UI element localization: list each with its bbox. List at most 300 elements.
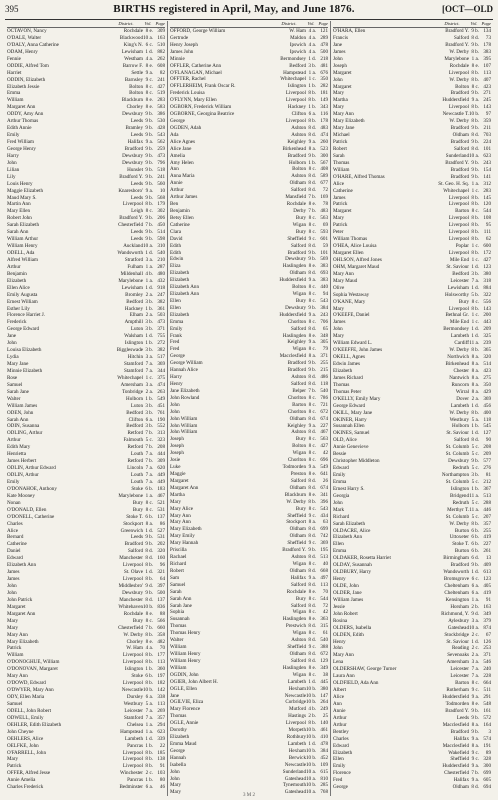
entry-volume: 10 b. <box>306 747 317 754</box>
entry-volume: 1 d. <box>471 402 479 409</box>
entry-district: Tynemouth <box>282 782 306 789</box>
entry-page: 444 <box>157 451 165 458</box>
entry-page: 371 <box>157 326 165 333</box>
entry-volume: 6 b. <box>145 513 153 520</box>
entry-district: Leeds <box>130 229 143 236</box>
entry-volume: 8 c. <box>145 90 153 97</box>
entry-page: 379 <box>483 617 491 624</box>
entry-page: 309 <box>157 28 165 34</box>
entry-name: Emily Augusta <box>7 291 38 298</box>
entry-name: Thomas Peter <box>333 388 362 395</box>
entry-page: 255 <box>320 360 328 367</box>
entry-district: Stratford <box>124 256 143 263</box>
register-entry <box>7 722 165 729</box>
entry-district: Hastings <box>288 713 306 720</box>
entry-name: Luke <box>170 464 181 471</box>
entry-volume: 8 c. <box>308 214 316 221</box>
entry-page: 178 <box>320 117 328 124</box>
entry-name: Mary Ann <box>333 270 354 277</box>
entry-volume: 9 c. <box>308 235 316 242</box>
entry-name: Elizabeth Ann <box>170 291 199 298</box>
entry-page: 137 <box>157 513 165 520</box>
entry-page: 544 <box>483 208 491 215</box>
entry-district: Bury <box>132 617 143 624</box>
entry-page: 693 <box>320 270 328 277</box>
entry-name: Catherine <box>333 187 353 194</box>
entry-district: Rochdale <box>123 28 143 34</box>
register-entry <box>170 485 328 492</box>
entry-district: Leicester <box>450 666 469 673</box>
entry-district: Rochdale <box>286 588 306 595</box>
register-entry <box>7 680 165 687</box>
entry-name: Emily <box>170 325 183 332</box>
entry-volume: 10 b. <box>306 761 317 768</box>
entry-volume: 9 b. <box>145 132 153 139</box>
entry-district: Prestwich <box>285 623 306 630</box>
entry-volume: 8 b. <box>308 498 316 505</box>
entry-name: George <box>170 747 185 754</box>
entry-name: Sarah Jane <box>170 602 192 609</box>
entry-district: Belper <box>292 387 306 394</box>
register-entry <box>170 402 328 409</box>
entry-volume: 2 c. <box>145 770 153 777</box>
entry-name: John William <box>170 429 198 436</box>
entry-page: 208 <box>483 444 491 451</box>
entry-name: John Cheyne <box>7 728 34 735</box>
register-entry <box>333 222 491 229</box>
entry-volume: 9 a. <box>308 339 316 346</box>
entry-name: Daniel <box>7 548 21 555</box>
register-entry <box>7 382 165 389</box>
entry-district: Oldham <box>289 484 306 491</box>
entry-district: Keighley <box>287 422 306 429</box>
entry-volume: 2 a. <box>145 312 153 319</box>
entry-volume: 8 d. <box>308 581 316 588</box>
entry-volume: 8 c. <box>145 506 153 513</box>
entry-volume: 5 b. <box>471 291 479 298</box>
entry-district: Burton <box>454 548 469 555</box>
entry-page: 154 <box>483 166 491 173</box>
register-entry <box>333 576 491 583</box>
register-entry <box>7 90 165 97</box>
register-entry <box>333 396 491 403</box>
entry-volume: 8 c. <box>308 401 316 408</box>
register-entry <box>333 625 491 632</box>
entry-name: Ellen Alice <box>7 284 30 291</box>
register-entry <box>333 285 491 292</box>
entry-name: William James <box>7 402 38 409</box>
entry-volume: 9 a. <box>308 311 316 318</box>
entry-volume: 1 d. <box>471 326 479 333</box>
entry-district: Bradford Y. <box>445 28 469 34</box>
entry-page: 641 <box>320 471 328 477</box>
entry-name: O'KEEFFE, John James <box>333 347 383 354</box>
register-entry <box>7 201 165 208</box>
entry-volume: 8 b. <box>145 763 153 770</box>
column-header-vol: Vol. <box>144 21 152 26</box>
entry-page: 380 <box>483 270 491 277</box>
entry-volume: 8 e. <box>308 588 316 595</box>
entry-volume: 8 b. <box>145 749 153 756</box>
entry-district: Oldham <box>289 533 306 540</box>
register-entry <box>7 195 165 202</box>
entry-name: Rachael <box>170 554 187 561</box>
register-entry <box>170 416 328 423</box>
entry-district: Bolton <box>455 83 469 90</box>
entry-volume: 9 c. <box>471 749 479 756</box>
register-entry <box>170 637 328 644</box>
entry-page: 703 <box>483 132 491 139</box>
entry-district: Leeds <box>130 180 143 187</box>
entry-volume: 4 a. <box>308 41 316 48</box>
register-entry <box>170 616 328 623</box>
entry-district: Westbury <box>449 416 469 423</box>
entry-name: William Henry <box>170 657 201 664</box>
entry-volume: 9 b. <box>145 152 153 159</box>
entry-district: Maldon <box>290 34 306 41</box>
entry-name: Alice Agnes <box>170 138 196 145</box>
entry-district: Huddersfield <box>279 311 306 318</box>
entry-name: Mary Hannah <box>170 540 199 547</box>
column-header-page: Page <box>318 21 328 26</box>
register-entry <box>170 734 328 741</box>
entry-page: 478 <box>320 740 328 747</box>
register-entry <box>170 76 328 83</box>
entry-volume: 9 b. <box>308 367 316 374</box>
entry-district: Ashton <box>291 131 306 138</box>
entry-name: Joseph <box>170 436 184 443</box>
entry-name: Anna Maria <box>170 173 195 180</box>
entry-name: George Edward <box>333 402 366 409</box>
entry-district: Gateshead <box>284 789 306 796</box>
entry-page: 161 <box>483 707 491 714</box>
entry-name: Hannah Alice <box>170 367 198 374</box>
entry-district: Merthyr T. <box>447 506 469 513</box>
entry-name: OLD, Alice <box>333 437 357 444</box>
register-entry <box>7 278 165 285</box>
entry-district: Leicester <box>124 707 143 714</box>
register-entry <box>7 306 165 313</box>
entry-district: Bethnal Gr. <box>445 312 469 319</box>
register-entry <box>333 680 491 687</box>
entry-volume: 10 a. <box>469 152 479 159</box>
entry-volume: 1 d. <box>145 527 153 534</box>
entry-name: OFFLERHEIM, Frank Oscar R. <box>170 83 236 90</box>
register-entry <box>170 35 328 42</box>
register-entry <box>333 77 491 84</box>
register-entry <box>7 125 165 132</box>
entry-district: Hitchin <box>127 354 143 361</box>
entry-volume: 5 c. <box>471 451 479 458</box>
entry-volume: 8 b. <box>471 69 479 76</box>
entry-page: 419 <box>483 534 491 541</box>
entry-volume: 9 a. <box>308 277 316 284</box>
entry-district: Lewisham <box>121 284 143 291</box>
entry-district: Clifton <box>291 111 306 118</box>
register-entry <box>7 146 165 153</box>
register-entry <box>7 174 165 181</box>
register-entry <box>7 375 165 382</box>
entry-name: Jane <box>7 333 17 340</box>
entry-page: 81 <box>485 472 491 478</box>
entry-volume: 1 a. <box>145 728 153 735</box>
register-entry <box>170 492 328 499</box>
entry-volume: 8 c. <box>471 298 479 305</box>
entry-volume: 8 c. <box>145 83 153 90</box>
entry-name: Sarah Ann <box>7 416 29 423</box>
register-entry <box>170 42 328 49</box>
entry-page: 672 <box>320 650 328 657</box>
register-entry <box>170 658 328 665</box>
entry-name: O'FARRELL, John <box>7 749 47 756</box>
entry-volume: 8 b. <box>471 305 479 312</box>
entry-name: Henry <box>333 638 346 645</box>
register-entry <box>333 28 491 35</box>
entry-district: Bedford <box>289 62 306 69</box>
entry-volume: 4 b. <box>308 706 316 713</box>
entry-volume: 8 c. <box>308 450 316 457</box>
entry-name: Ernest Harry S. <box>333 485 365 492</box>
entry-volume: 1 d. <box>471 569 479 576</box>
entry-name: Elizabeth <box>170 277 190 284</box>
entry-volume: 1 b. <box>471 423 479 430</box>
register-entry <box>7 333 165 340</box>
entry-volume: 8 c. <box>308 318 316 325</box>
entry-volume: 8 c. <box>308 560 316 567</box>
entry-district: Bury <box>295 297 306 304</box>
entry-name: Minnie <box>170 55 185 62</box>
entry-district: St. Columb <box>445 444 469 451</box>
register-entry <box>170 443 328 450</box>
entry-page: 552 <box>157 423 165 430</box>
entry-page: 483 <box>320 207 328 214</box>
register-entry <box>170 388 328 395</box>
entry-page: 120 <box>483 201 491 208</box>
entry-name: Ann <box>170 166 179 173</box>
entry-volume: 8 b. <box>471 104 479 111</box>
register-entry <box>333 528 491 535</box>
entry-district: Bury <box>458 298 469 305</box>
entry-volume: 7 b. <box>145 222 153 229</box>
entry-name: Catherine <box>7 541 27 548</box>
entry-district: Bradford <box>450 166 469 173</box>
entry-name: Mary Ellen <box>7 208 31 215</box>
entry-name: Patrick <box>333 222 348 229</box>
entry-district: Bermondsey <box>443 326 469 333</box>
register-entry <box>7 528 165 535</box>
entry-name: Patrick <box>333 139 348 145</box>
entry-volume: 7 b. <box>145 624 153 631</box>
register-entry <box>170 464 328 471</box>
entry-page: 224 <box>483 139 491 145</box>
entry-district: Whitechapel <box>117 374 143 381</box>
entry-volume: 4 a. <box>308 28 316 34</box>
entry-district: Pancras <box>127 777 143 784</box>
register-entry <box>170 139 328 146</box>
entry-district: Wandsworth <box>117 250 143 256</box>
entry-volume: 9 b. <box>145 194 153 201</box>
register-entry <box>170 104 328 111</box>
entry-page: 172 <box>483 250 491 256</box>
entry-district: Bramley <box>125 125 143 132</box>
entry-name: Benjamin <box>7 270 27 277</box>
entry-volume: 9 b. <box>145 236 153 243</box>
entry-name: Rose <box>7 374 18 381</box>
register-entry <box>7 569 165 576</box>
entry-name: John <box>7 159 17 166</box>
entry-page: 64 <box>159 576 165 583</box>
register-entry <box>333 541 491 548</box>
entry-district: Reading <box>452 645 469 652</box>
entry-name: OHLSON, Alfred Jones <box>333 256 382 263</box>
entry-page: 918 <box>157 284 165 291</box>
entry-page: 138 <box>157 756 165 763</box>
register-entry <box>170 222 328 229</box>
entry-district: St. Columb <box>445 513 469 520</box>
entry-district: Bradford Y. <box>119 215 143 222</box>
entry-name: Joseph <box>170 450 184 457</box>
entry-name: Fennie <box>7 55 21 62</box>
entry-page: 206 <box>157 215 165 222</box>
entry-name: Joseph <box>170 443 184 450</box>
entry-volume: 11 a. <box>469 506 479 513</box>
entry-name: Jane Elizabeth <box>170 387 200 394</box>
entry-district: Rotherham <box>446 687 469 694</box>
entry-volume: 9 c. <box>145 76 153 83</box>
entry-page: 517 <box>157 354 165 361</box>
entry-district: Haslingden <box>282 332 306 339</box>
entry-name: ODEN, John <box>7 409 34 416</box>
entry-page: 259 <box>157 145 165 152</box>
entry-name: O'DONAHOE, Anthony <box>7 485 57 492</box>
entry-page: 202 <box>157 541 165 548</box>
entry-page: 371 <box>320 353 328 360</box>
entry-page: 22 <box>159 742 165 749</box>
entry-district: Liverpool <box>448 215 469 222</box>
register-entry <box>170 651 328 658</box>
entry-volume: 10 b. <box>306 685 317 692</box>
register-entry <box>7 132 165 139</box>
entry-page: 283 <box>157 97 165 104</box>
entry-district: Lambeth <box>287 678 306 685</box>
entry-name: OLDAKER, Rosetta Harriet <box>333 555 391 562</box>
entry-name: Frederick <box>7 319 27 326</box>
register-entry <box>7 42 165 49</box>
entry-page: 121 <box>320 28 328 34</box>
register-entry <box>7 611 165 618</box>
entry-name: Mary <box>333 90 345 97</box>
register-entry <box>170 243 328 250</box>
entry-district: Burton <box>454 527 469 534</box>
register-entry <box>170 284 328 291</box>
register-entry <box>170 153 328 160</box>
entry-district: Lewisham <box>447 284 469 291</box>
entry-district: Retford <box>127 458 143 465</box>
entry-name: Francis <box>333 34 348 41</box>
register-entry <box>333 486 491 493</box>
entry-page: 549 <box>320 464 328 471</box>
entry-page: 369 <box>320 540 328 547</box>
entry-page: 660 <box>157 624 165 631</box>
entry-name: Sarah Jane <box>7 388 29 395</box>
entry-page: 432 <box>157 277 165 284</box>
entry-district: Ashton <box>291 554 306 561</box>
entry-volume: 8 d. <box>471 437 479 444</box>
entry-district: Fulham <box>127 263 143 270</box>
register-entry <box>333 472 491 479</box>
column-header-page: Page <box>155 21 165 26</box>
register-column <box>168 21 331 796</box>
entry-district: Dewsbury <box>448 458 469 465</box>
entry-volume: 6 b. <box>145 485 153 492</box>
column-header-district: District. <box>118 21 134 26</box>
entry-district: Chester <box>453 367 469 374</box>
entry-name: Samuel <box>170 581 186 588</box>
entry-district: Bedford <box>126 409 143 416</box>
entry-name: Emma Maud <box>170 740 197 747</box>
column-header-spacer <box>170 21 272 27</box>
register-entry <box>333 784 491 791</box>
entry-page: 328 <box>483 756 491 763</box>
entry-volume: 3 a. <box>471 617 479 624</box>
entry-name: Clara <box>170 228 182 235</box>
entry-district: Chesterfield <box>444 770 469 777</box>
register-entry <box>7 715 165 722</box>
entry-page: 503 <box>157 312 165 319</box>
entry-page: 349 <box>483 610 491 617</box>
entry-name: Annie Amelia <box>7 777 36 784</box>
entry-page: 407 <box>483 76 491 83</box>
entry-district: Mile End <box>449 319 469 326</box>
entry-name: Emily <box>333 763 346 770</box>
entry-volume: 1 d. <box>308 740 316 747</box>
entry-name: O'DOWD, Edward <box>7 680 46 687</box>
entry-page: 742 <box>320 533 328 540</box>
entry-district: Sunderland <box>445 152 469 159</box>
register-entry <box>170 478 328 485</box>
entry-page: 540 <box>157 250 165 256</box>
entry-volume: 3 b. <box>471 472 479 478</box>
entry-page: 116 <box>320 111 328 118</box>
entry-district: Bolton <box>292 166 306 173</box>
entry-district: Islington <box>124 340 143 347</box>
entry-name: Edith Mary <box>7 444 31 451</box>
entry-page: 285 <box>320 782 328 789</box>
entry-name: Alice Jane <box>170 145 192 152</box>
register-entry <box>7 410 165 417</box>
entry-name: Mary Ann <box>333 111 354 118</box>
entry-name: Betsy Ellen <box>170 214 194 221</box>
entry-name: Mary Maud <box>333 277 358 284</box>
register-entry <box>7 659 165 666</box>
entry-district: Keighley <box>287 138 306 145</box>
register-entry <box>333 673 491 680</box>
entry-page: 427 <box>157 83 165 90</box>
entry-volume: 9 b. <box>145 125 153 132</box>
register-entry <box>333 770 491 777</box>
entry-name: Ellen <box>333 756 344 763</box>
register-entry <box>170 236 328 243</box>
entry-name: Patrick <box>7 763 22 770</box>
register-entry <box>170 686 328 693</box>
entry-name: Dorothy <box>170 727 187 734</box>
entry-name: Amy Helen <box>170 159 194 166</box>
entry-name: Mark <box>333 506 345 513</box>
entry-volume: 8 d. <box>308 623 316 630</box>
entry-page: 527 <box>157 527 165 534</box>
register-entry <box>170 173 328 180</box>
entry-volume: 8 b. <box>145 576 153 583</box>
